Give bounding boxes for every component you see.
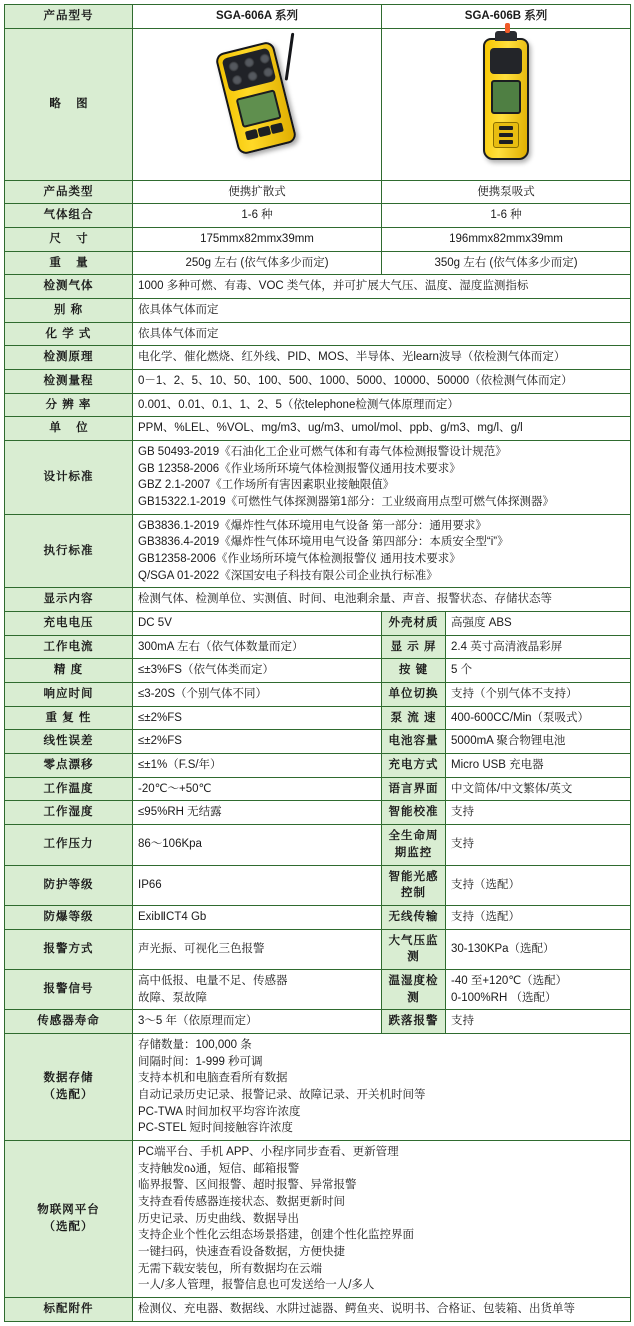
row-value-right: 支持（选配） — [446, 865, 631, 905]
row-label-right: 按 键 — [382, 659, 446, 683]
exec-standard-line: GB12358-2006《作业场所环境气体检测报警仪 通用技术要求》 — [138, 553, 461, 566]
iot-list — [133, 1140, 631, 1297]
table-row-model — [5, 5, 631, 29]
row-label-alias: 别 称 — [5, 299, 133, 323]
design-standard-line: GB 12358-2006《作业场所环境气体检测报警仪通用技术要求》 — [138, 462, 461, 475]
table-row-unit — [5, 417, 631, 441]
alias-value: 依具体气体而定 — [133, 299, 631, 323]
row-value-left: ≤±2%FS — [133, 730, 382, 754]
row-value-right: 中文简体/中文繁体/英文 — [446, 777, 631, 801]
accessories-value: 检测仪、充电器、数据线、水阱过滤器、鳄鱼夹、说明书、合格证、包装箱、出货单等 — [133, 1297, 631, 1321]
row-label-diagram: 略 图 — [5, 28, 133, 180]
storage-line: PC-TWA 时间加权平均容许浓度 — [138, 1105, 301, 1118]
row-label-principle: 检测原理 — [5, 346, 133, 370]
resolution-value: 0.001、0.01、0.1、1、2、5（依telephone检测气体原理而定） — [133, 393, 631, 417]
row-label-left: 响应时间 — [5, 683, 133, 707]
table-row-storage — [5, 1033, 631, 1140]
table-row — [5, 659, 631, 683]
row-label-left: 工作压力 — [5, 825, 133, 865]
diagram-cell-b — [382, 28, 631, 180]
product-type-b: 便携泵吸式 — [382, 180, 631, 204]
table-row-detect-gas — [5, 275, 631, 299]
row-label-gas-combo: 气体组合 — [5, 204, 133, 228]
detect-gas-value: 1000 多种可燃、有毒、VOC 类气体，并可扩展大气压、温度、湿度监测指标 — [133, 275, 631, 299]
table-row-sensor-life — [5, 1010, 631, 1034]
header-col-b: SGA-606B 系列 — [382, 5, 631, 29]
row-label-drop-alarm: 跌落报警 — [382, 1010, 446, 1034]
row-label-left: 工作电流 — [5, 635, 133, 659]
table-row-display-content — [5, 588, 631, 612]
table-row-alarm-signal — [5, 969, 631, 1009]
row-label-temp-humidity: 温湿度检测 — [382, 969, 446, 1009]
size-a: 175mmx82mmx39mm — [133, 228, 382, 252]
iot-line: 支持触发ია通，短信、邮箱报警 — [138, 1162, 300, 1175]
portable-pump-detector-icon — [463, 32, 549, 170]
iot-line: 支持企业个性化云组态场景搭建，创建个性化监控界面 — [138, 1229, 414, 1242]
table-row — [5, 905, 631, 929]
row-label-right: 外壳材质 — [382, 612, 446, 636]
row-value-left: IP66 — [133, 865, 382, 905]
table-row-product-type — [5, 180, 631, 204]
row-value-right: 支持（选配） — [446, 905, 631, 929]
row-label-left: 充电电压 — [5, 612, 133, 636]
design-standard-line: GB15322.1-2019《可燃性气体探测器第1部分：工业级商用点型可燃气体探测器》 — [138, 496, 554, 509]
table-row-design-standard — [5, 441, 631, 515]
row-value-left: 声光振、可视化三色报警 — [133, 929, 382, 969]
design-standard-line: GBZ 2.1-2007《工作场所有害因素职业接触限值》 — [138, 479, 395, 492]
table-row — [5, 706, 631, 730]
alarm-signal-line: 故障、泵故障 — [138, 991, 207, 1004]
table-row — [5, 612, 631, 636]
row-label-display-content: 显示内容 — [5, 588, 133, 612]
row-value-right: 高强度 ABS — [446, 612, 631, 636]
row-value-right: 30-130KPa（选配） — [446, 929, 631, 969]
row-value-right: 2.4 英寸高清液晶彩屏 — [446, 635, 631, 659]
storage-line: 自动记录历史记录、报警记录、故障记录、开关机时间等 — [138, 1088, 426, 1101]
row-label-left: 工作温度 — [5, 777, 133, 801]
weight-a: 250g 左右 (依气体多少而定) — [133, 251, 382, 275]
table-row-chem-formula — [5, 322, 631, 346]
specification-table — [4, 4, 631, 1322]
row-label-storage — [5, 1033, 133, 1140]
row-label-sensor-life: 传感器寿命 — [5, 1010, 133, 1034]
row-value-left: ExibⅡCT4 Gb — [133, 905, 382, 929]
row-label-left: 报警方式 — [5, 929, 133, 969]
storage-line: 存储数量：100,000 条 — [138, 1038, 252, 1051]
row-label-range: 检测量程 — [5, 370, 133, 394]
row-label-iot — [5, 1140, 133, 1297]
table-row-size — [5, 228, 631, 252]
portable-diffusion-detector-icon — [214, 32, 300, 170]
chem-formula-value: 依具体气体而定 — [133, 322, 631, 346]
row-value-left: DC 5V — [133, 612, 382, 636]
row-value-left: ≤3-20S（个别气体不同） — [133, 683, 382, 707]
row-label-resolution: 分 辨 率 — [5, 393, 133, 417]
storage-label-line: 数据存储 — [43, 1072, 94, 1085]
size-b: 196mmx82mmx39mm — [382, 228, 631, 252]
row-label-detect-gas: 检测气体 — [5, 275, 133, 299]
row-value-right: Micro USB 充电器 — [446, 754, 631, 778]
row-value-right: 5 个 — [446, 659, 631, 683]
exec-standard-line: GB3836.1-2019《爆炸性气体环境用电气设备 第一部分：通用要求》 — [138, 519, 487, 532]
table-row-resolution — [5, 393, 631, 417]
storage-line: PC-STEL 短时间接触容许浓度 — [138, 1122, 293, 1135]
row-label-right: 全生命周期监控 — [382, 825, 446, 865]
row-label-left: 线性误差 — [5, 730, 133, 754]
display-content-value: 检测气体、检测单位、实测值、时间、电池剩余量、声音、报警状态、存储状态等 — [133, 588, 631, 612]
table-row — [5, 865, 631, 905]
iot-line: 临界报警、区间报警、超时报警、异常报警 — [138, 1179, 357, 1192]
iot-line: 一人/多人管理，报警信息也可发送给一人/多人 — [138, 1279, 375, 1292]
storage-line: 间隔时间：1-999 秒可调 — [138, 1055, 263, 1068]
storage-line: 支持本机和电脑查看所有数据 — [138, 1072, 288, 1085]
row-label-right: 单位切换 — [382, 683, 446, 707]
row-label-left: 防爆等级 — [5, 905, 133, 929]
row-label-weight: 重 量 — [5, 251, 133, 275]
iot-label-line: 物联网平台 — [37, 1204, 100, 1217]
table-row — [5, 754, 631, 778]
row-label-left: 重 复 性 — [5, 706, 133, 730]
row-label-right: 语言界面 — [382, 777, 446, 801]
row-value-right: 支持（个别气体不支持） — [446, 683, 631, 707]
row-label-unit: 单 位 — [5, 417, 133, 441]
row-value-right: 5000mA 聚合物锂电池 — [446, 730, 631, 754]
table-row — [5, 683, 631, 707]
table-row-weight — [5, 251, 631, 275]
gas-combo-b: 1-6 种 — [382, 204, 631, 228]
design-standard-line: GB 50493-2019《石油化工企业可燃气体和有毒气体检测报警设计规范》 — [138, 446, 507, 459]
row-value-left: 300mA 左右（依气体数量而定） — [133, 635, 382, 659]
row-label-accessories: 标配附件 — [5, 1297, 133, 1321]
alarm-signal-line: 高中低报、电量不足、传感器 — [138, 974, 288, 987]
row-label-product-type: 产品类型 — [5, 180, 133, 204]
row-value-right: 支持 — [446, 825, 631, 865]
row-label-right: 电池容量 — [382, 730, 446, 754]
row-value-left: -20℃～+50℃ — [133, 777, 382, 801]
table-row — [5, 635, 631, 659]
temp-humidity-value — [446, 969, 631, 1009]
row-label-left: 零点漂移 — [5, 754, 133, 778]
row-label-left: 防护等级 — [5, 865, 133, 905]
storage-label-line: （选配） — [43, 1088, 94, 1101]
table-row — [5, 825, 631, 865]
design-standard-list — [133, 441, 631, 515]
table-row — [5, 777, 631, 801]
table-row-gas-combo — [5, 204, 631, 228]
row-label-left: 工作湿度 — [5, 801, 133, 825]
row-value-left: ≤±2%FS — [133, 706, 382, 730]
sensor-life-value: 3～5 年（依原理而定） — [133, 1010, 382, 1034]
row-value-left: 86～106Kpa — [133, 825, 382, 865]
principle-value: 电化学、催化燃烧、红外线、PID、MOS、半导体、光learn波导（依检测气体而定） — [133, 346, 631, 370]
table-row-principle — [5, 346, 631, 370]
row-label-left: 精 度 — [5, 659, 133, 683]
row-value-left: ≤±1%（F.S/年） — [133, 754, 382, 778]
exec-standard-line: Q/SGA 01-2022《深国安电子科技有限公司企业执行标准》 — [138, 569, 438, 582]
row-label-exec-standard: 执行标准 — [5, 514, 133, 588]
exec-standard-list — [133, 514, 631, 588]
iot-line: PC端平台、手机 APP、小程序同步查看、更新管理 — [138, 1145, 399, 1158]
row-label-right: 显 示 屏 — [382, 635, 446, 659]
alarm-signal-value — [133, 969, 382, 1009]
diagram-cell-a — [133, 28, 382, 180]
range-value: 0－1、2、5、10、50、100、500、1000、5000、10000、50000（依检测气体而定） — [133, 370, 631, 394]
iot-label-line: （选配） — [43, 1220, 94, 1233]
iot-line: 无需下载安装包，所有数据均在云端 — [138, 1262, 322, 1275]
iot-line: 支持查看传感器连接状态、数据更新时间 — [138, 1195, 345, 1208]
table-row — [5, 801, 631, 825]
row-value-right: 支持 — [446, 801, 631, 825]
table-row-exec-standard — [5, 514, 631, 588]
table-row-diagram — [5, 28, 631, 180]
header-col-a: SGA-606A 系列 — [133, 5, 382, 29]
row-label-design-standard: 设计标准 — [5, 441, 133, 515]
iot-line: 历史记录、历史曲线、数据导出 — [138, 1212, 299, 1225]
row-label-right: 泵 流 速 — [382, 706, 446, 730]
row-value-left: ≤±3%FS（依气体类而定） — [133, 659, 382, 683]
table-row-range — [5, 370, 631, 394]
row-value-left: ≤95%RH 无结露 — [133, 801, 382, 825]
row-label-alarm-signal: 报警信号 — [5, 969, 133, 1009]
product-type-a: 便携扩散式 — [133, 180, 382, 204]
row-value-right: 400-600CC/Min（泵吸式） — [446, 706, 631, 730]
exec-standard-line: GB3836.4-2019《爆炸性气体环境用电气设备 第四部分：本质安全型“i”》 — [138, 536, 509, 549]
iot-line: 一键扫码，快速查看设备数据，方便快捷 — [138, 1245, 345, 1258]
row-label-right: 智能校准 — [382, 801, 446, 825]
table-row-iot — [5, 1140, 631, 1297]
unit-value: PPM、%LEL、%VOL、mg/m3、ug/m3、umol/mol、ppb、g/m3、mg/l、g/l — [133, 417, 631, 441]
row-label-right: 充电方式 — [382, 754, 446, 778]
temp-humidity-line: -40 至+120℃（选配） — [451, 974, 568, 987]
table-row — [5, 730, 631, 754]
table-row-alias — [5, 299, 631, 323]
row-label-chem-formula: 化 学 式 — [5, 322, 133, 346]
temp-humidity-line: 0-100%RH （选配） — [451, 991, 557, 1004]
storage-list — [133, 1033, 631, 1140]
row-label-right: 大气压监测 — [382, 929, 446, 969]
table-row — [5, 929, 631, 969]
drop-alarm-value: 支持 — [446, 1010, 631, 1034]
row-label-right: 智能光感控制 — [382, 865, 446, 905]
row-label-model: 产品型号 — [5, 5, 133, 29]
row-label-right: 无线传输 — [382, 905, 446, 929]
row-label-size: 尺 寸 — [5, 228, 133, 252]
weight-b: 350g 左右 (依气体多少而定) — [382, 251, 631, 275]
gas-combo-a: 1-6 种 — [133, 204, 382, 228]
table-row-accessories — [5, 1297, 631, 1321]
